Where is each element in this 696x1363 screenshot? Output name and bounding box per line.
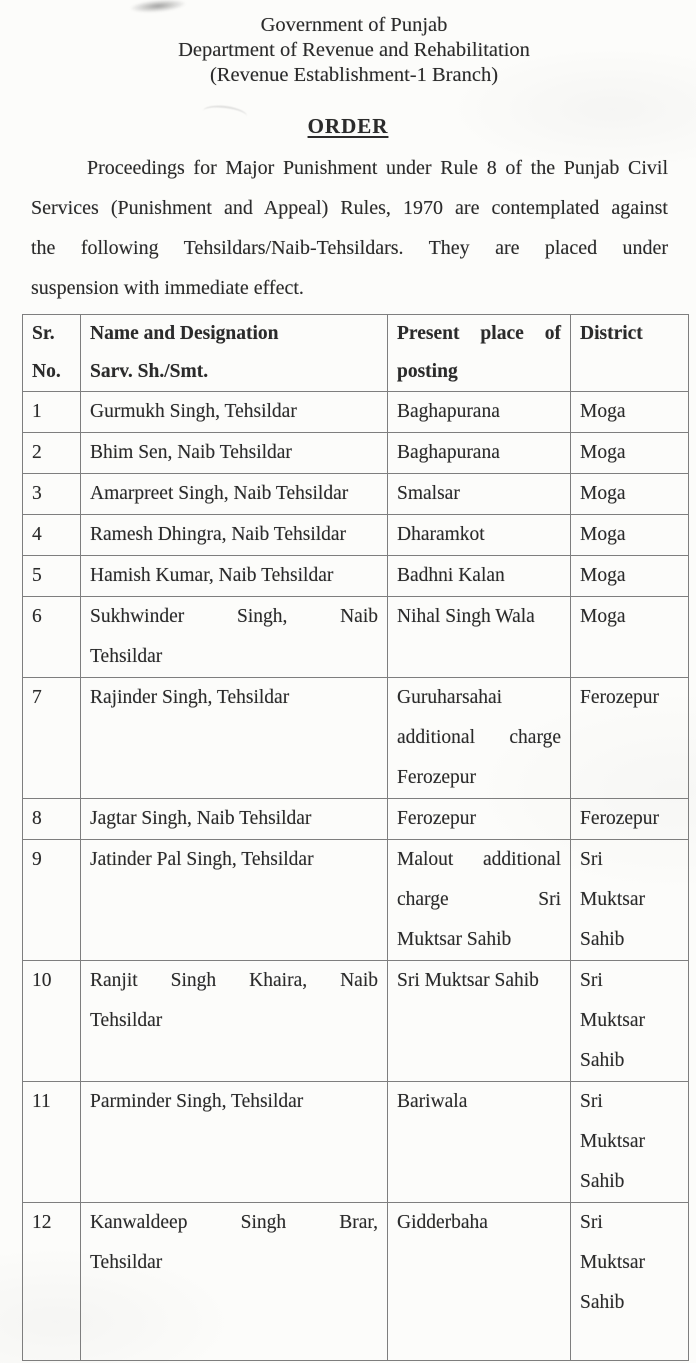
text-line: 8 xyxy=(32,808,42,829)
row-present-posting xyxy=(388,433,571,474)
text-line: Tehsildar xyxy=(90,646,163,667)
text-line: Parminder Singh, Tehsildar xyxy=(90,1091,304,1112)
row-sr-no xyxy=(23,799,81,840)
text-line: Sri xyxy=(580,970,603,991)
text-line: Proceedings for Major Punishment under Rule 8 of the Punjab Civil xyxy=(87,157,668,179)
table-row xyxy=(23,1203,689,1361)
table-row xyxy=(23,392,689,433)
row-present-posting xyxy=(388,392,571,433)
text-line: Muktsar xyxy=(580,1131,645,1152)
row-present-posting xyxy=(388,515,571,556)
table-row xyxy=(23,1082,689,1203)
row-district xyxy=(571,961,689,1082)
text-line: 1 xyxy=(32,401,42,422)
row-district xyxy=(571,678,689,799)
table-row xyxy=(23,556,689,597)
text-line: Sahib xyxy=(580,1171,625,1192)
row-sr-no xyxy=(23,840,81,961)
text-line: No. xyxy=(32,361,61,382)
text-line: Sahib xyxy=(580,1050,625,1071)
text-line: suspension with immediate effect. xyxy=(31,277,304,299)
text-line: Sri xyxy=(580,849,603,870)
row-sr-no xyxy=(23,678,81,799)
row-sr-no xyxy=(23,474,81,515)
text-line: Ferozepur xyxy=(580,808,660,829)
col-header-present-posting xyxy=(388,315,571,392)
row-name-designation xyxy=(81,433,388,474)
text-line: Guruharsahai xyxy=(397,687,503,708)
text-line: Sukhwinder Singh, Naib xyxy=(90,606,378,627)
row-sr-no xyxy=(23,515,81,556)
row-district xyxy=(571,799,689,840)
row-district xyxy=(571,556,689,597)
col-header-district xyxy=(571,315,689,392)
text-line: Sarv. Sh./Smt. xyxy=(90,361,209,382)
text-line: Amarpreet Singh, Naib Tehsildar xyxy=(90,483,349,504)
table-row xyxy=(23,433,689,474)
table-row xyxy=(23,678,689,799)
text-line: Smalsar xyxy=(397,483,460,504)
row-present-posting xyxy=(388,961,571,1082)
table-row xyxy=(23,840,689,961)
text-line: Dharamkot xyxy=(397,524,485,545)
text-line: Rajinder Singh, Tehsildar xyxy=(90,687,290,708)
text-line: Ramesh Dhingra, Naib Tehsildar xyxy=(90,524,347,545)
text-line: District xyxy=(580,323,643,344)
text-line: Ranjit Singh Khaira, Naib xyxy=(90,970,378,991)
text-line: Hamish Kumar, Naib Tehsildar xyxy=(90,565,334,586)
text-line: 6 xyxy=(32,606,42,627)
text-line: Ferozepur xyxy=(397,808,477,829)
text-line: Muktsar xyxy=(580,1010,645,1031)
text-line: Muktsar Sahib xyxy=(397,929,512,950)
text-line: Sri xyxy=(580,1212,603,1233)
table-header-row xyxy=(23,315,689,392)
text-line: Services (Punishment and Appeal) Rules, 1970 are contemplated against xyxy=(31,197,668,219)
text-line: 11 xyxy=(32,1091,51,1112)
row-district xyxy=(571,433,689,474)
table-row xyxy=(23,597,689,678)
row-name-designation xyxy=(81,556,388,597)
table-row xyxy=(23,474,689,515)
text-line: 5 xyxy=(32,565,42,586)
row-name-designation xyxy=(81,799,388,840)
row-district xyxy=(571,597,689,678)
text-line: Moga xyxy=(580,442,626,463)
letterhead xyxy=(0,13,696,88)
row-present-posting xyxy=(388,556,571,597)
row-present-posting xyxy=(388,678,571,799)
table-row xyxy=(23,515,689,556)
row-district xyxy=(571,840,689,961)
text-line: Tehsildar xyxy=(90,1252,163,1273)
row-sr-no xyxy=(23,392,81,433)
row-present-posting xyxy=(388,1203,571,1361)
text-line: Malout additional xyxy=(397,849,561,870)
row-district xyxy=(571,392,689,433)
text-line: Moga xyxy=(580,483,626,504)
order-paragraph xyxy=(31,148,668,308)
text-line: Bariwala xyxy=(397,1091,468,1112)
text-line: Moga xyxy=(580,606,626,627)
text-line: Sri xyxy=(580,1091,603,1112)
text-line: Bhim Sen, Naib Tehsildar xyxy=(90,442,292,463)
text-line: 10 xyxy=(32,970,52,991)
row-district xyxy=(571,474,689,515)
letterhead-line-branch: (Revenue Establishment-1 Branch) xyxy=(209,64,499,86)
text-line: Gurmukh Singh, Tehsildar xyxy=(90,401,297,422)
row-name-designation xyxy=(81,1203,388,1361)
text-line: 12 xyxy=(32,1212,52,1233)
text-line: Badhni Kalan xyxy=(397,565,505,586)
row-name-designation xyxy=(81,961,388,1082)
text-line: Nihal Singh Wala xyxy=(397,606,535,627)
col-header-sr-no xyxy=(23,315,81,392)
text-line: 9 xyxy=(32,849,42,870)
table-header xyxy=(23,315,689,392)
row-name-designation xyxy=(81,474,388,515)
suspension-table xyxy=(22,314,689,1361)
row-name-designation xyxy=(81,392,388,433)
text-line: Baghapurana xyxy=(397,401,500,422)
row-name-designation xyxy=(81,515,388,556)
text-line: Sri Muktsar Sahib xyxy=(397,970,539,991)
text-line: Jagtar Singh, Naib Tehsildar xyxy=(90,808,312,829)
table-row xyxy=(23,799,689,840)
row-district xyxy=(571,1082,689,1203)
row-present-posting xyxy=(388,840,571,961)
order-heading-text: ORDER xyxy=(307,114,389,138)
text-line: posting xyxy=(397,361,458,382)
text-line: Moga xyxy=(580,565,626,586)
row-district xyxy=(571,1203,689,1361)
row-district xyxy=(571,515,689,556)
letterhead-line-government: Government of Punjab xyxy=(260,14,448,36)
row-present-posting xyxy=(388,474,571,515)
row-name-designation xyxy=(81,597,388,678)
text-line: Ferozepur xyxy=(397,767,477,788)
text-line: Sr. xyxy=(32,323,55,344)
row-name-designation xyxy=(81,678,388,799)
text-line: Kanwaldeep Singh Brar, xyxy=(90,1212,378,1233)
row-name-designation xyxy=(81,840,388,961)
text-line: Muktsar xyxy=(580,1252,645,1273)
text-line: Tehsildar xyxy=(90,1010,163,1031)
row-present-posting xyxy=(388,597,571,678)
col-header-name-designation xyxy=(81,315,388,392)
row-present-posting xyxy=(388,799,571,840)
text-line: Baghapurana xyxy=(397,442,500,463)
text-line: Sahib xyxy=(580,1292,625,1313)
text-line: Moga xyxy=(580,524,626,545)
text-line: 4 xyxy=(32,524,42,545)
row-sr-no xyxy=(23,1203,81,1361)
text-line: Sahib xyxy=(580,929,625,950)
row-sr-no xyxy=(23,433,81,474)
row-sr-no xyxy=(23,597,81,678)
text-line: the following Tehsildars/Naib-Tehsildars. They are placed under xyxy=(31,237,668,259)
row-sr-no xyxy=(23,556,81,597)
text-line: 2 xyxy=(32,442,42,463)
text-line: Moga xyxy=(580,401,626,422)
row-name-designation xyxy=(81,1082,388,1203)
row-present-posting xyxy=(388,1082,571,1203)
text-line: charge Sri xyxy=(397,889,561,910)
text-line: Present place of xyxy=(397,323,561,344)
table-body xyxy=(23,392,689,1361)
text-line: Jatinder Pal Singh, Tehsildar xyxy=(90,849,314,870)
text-line: Name and Designation xyxy=(90,323,279,344)
text-line: Muktsar xyxy=(580,889,645,910)
letterhead-line-department: Department of Revenue and Rehabilitation xyxy=(178,39,530,61)
text-line: Ferozepur xyxy=(580,687,660,708)
order-heading xyxy=(0,114,696,139)
table-row xyxy=(23,961,689,1082)
text-line: Gidderbaha xyxy=(397,1212,488,1233)
text-line: 3 xyxy=(32,483,42,504)
row-sr-no xyxy=(23,961,81,1082)
text-line: 7 xyxy=(32,687,42,708)
row-sr-no xyxy=(23,1082,81,1203)
text-line: additional charge xyxy=(397,727,561,748)
